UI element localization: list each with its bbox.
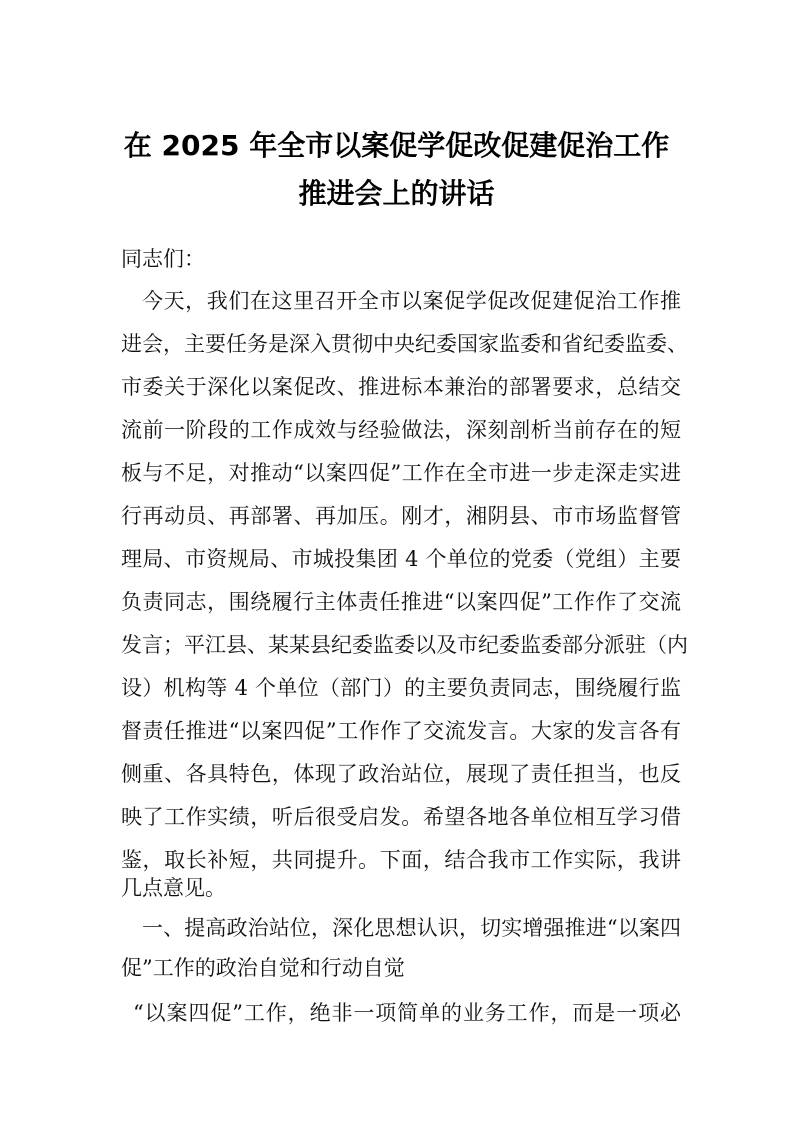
paragraph-line: 发言；平江县、某某县纪委监委以及市纪委监委部分派驻（内 <box>121 633 688 657</box>
paragraph-line: 流前一阶段的工作成效与经验做法，深刻剖析当前存在的短 <box>121 418 681 442</box>
salutation: 同志们： <box>121 247 205 271</box>
document-title-line-2: 推进会上的讲话 <box>298 177 495 210</box>
paragraph-line: “以案四促”工作，绝非一项简单的业务工作，而是一项必 <box>133 1001 681 1025</box>
paragraph-line: 行再动员、再部署、再加压。刚才，湘阴县、市市场监督管 <box>121 504 681 528</box>
section-heading-line: 促”工作的政治自觉和行动自觉 <box>121 956 405 980</box>
document-title-line-1: 在 2025 年全市以案促学促改促建促治工作 <box>123 129 670 162</box>
paragraph-line: 市委关于深化以案促改、推进标本兼治的部署要求，总结交 <box>121 375 681 399</box>
paragraph-line: 理局、市资规局、市城投集团 4 个单位的党委（党组）主要 <box>121 547 681 571</box>
section-heading-line: 一、提高政治站位，深化思想认识，切实增强推进“以案四 <box>142 916 681 940</box>
paragraph-line: 今天，我们在这里召开全市以案促学促改促建促治工作推 <box>142 289 681 313</box>
paragraph-line: 板与不足，对推动“以案四促”工作在全市进一步走深走实进 <box>121 461 681 485</box>
paragraph-line: 侧重、各具特色，体现了政治站位，展现了责任担当，也反 <box>121 762 681 786</box>
paragraph-line: 鉴，取长补短，共同提升。下面，结合我市工作实际，我讲 <box>121 848 681 872</box>
paragraph-line: 设）机构等 4 个单位（部门）的主要负责同志，围绕履行监 <box>121 676 681 700</box>
paragraph-line: 督责任推进“以案四促”工作作了交流发言。大家的发言各有 <box>121 719 681 743</box>
paragraph-line: 负责同志，围绕履行主体责任推进“以案四促”工作作了交流 <box>121 590 681 614</box>
paragraph-line: 进会，主要任务是深入贯彻中央纪委国家监委和省纪委监委、 <box>121 332 688 356</box>
paragraph-line: 几点意见。 <box>121 876 226 900</box>
paragraph-line: 映了工作实绩，听后很受启发。希望各地各单位相互学习借 <box>121 805 681 829</box>
